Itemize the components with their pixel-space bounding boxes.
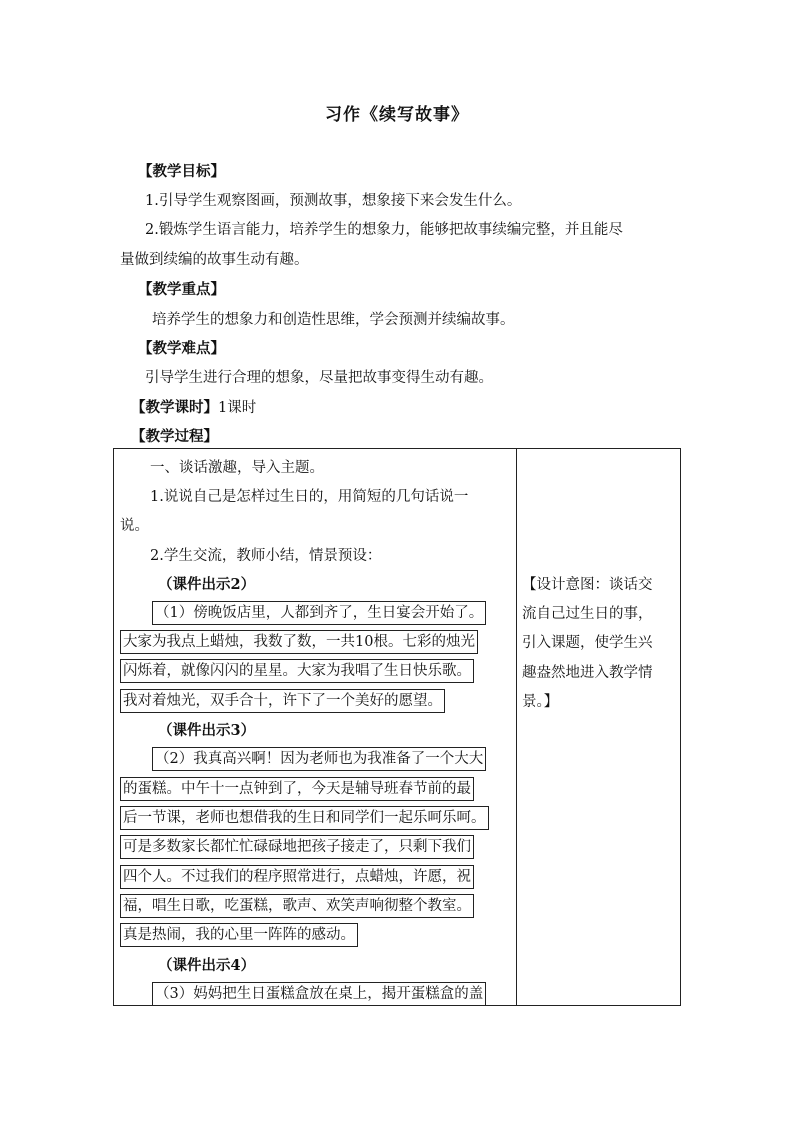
objectives-heading: 【教学目标】: [138, 163, 225, 180]
design-intent-line-4: 趣盎然地进入教学情: [522, 665, 653, 681]
step-1-item-2: 2.学生交流，教师小结，情景预设：: [150, 548, 382, 564]
slide-2-line-1: （1）傍晚饭店里，人都到齐了，生日宴会开始了。: [152, 601, 486, 625]
design-intent-line-2: 流自己过生日的事，: [522, 606, 653, 622]
slide-3-line-6: 福，唱生日歌，吃蛋糕，歌声、欢笑声响彻整个教室。: [120, 894, 474, 918]
table-column-divider: [516, 449, 517, 1005]
slide-3-line-5: 四个人。不过我们的程序照常进行，点蜡烛，许愿，祝: [120, 865, 474, 889]
process-heading: 【教学过程】: [131, 428, 218, 445]
slide-2-line-4: 我对着烛光，双手合十，许下了一个美好的愿望。: [120, 689, 445, 713]
difficulties-heading: 【教学难点】: [138, 340, 225, 357]
objective-item-1: 1.引导学生观察图画，预测故事，想象接下来会发生什么。: [145, 193, 522, 209]
class-hours-heading: 【教学课时】: [131, 399, 218, 416]
class-hours-value: 1课时: [218, 400, 257, 416]
process-table: [113, 448, 681, 1006]
step-1-text: 一、谈话激趣，导入主题。: [150, 460, 324, 476]
slide-3-line-3: 后一节课，老师也想借我的生日和同学们一起乐呵乐呵。: [120, 806, 489, 830]
slide-2-line-3: 闪烁着，就像闪闪的星星。大家为我唱了生日快乐歌。: [120, 659, 474, 683]
slide-3-line-7: 真是热闹，我的心里一阵阵的感动。: [120, 923, 358, 947]
objective-item-2-line-2: 量做到续编的故事生动有趣。: [120, 252, 309, 268]
step-1-item-1-line-2: 说。: [120, 518, 149, 534]
design-intent-line-1: 【设计意图：谈话交: [522, 577, 653, 593]
design-intent-line-5: 景。】: [522, 694, 559, 710]
slide-3-line-4: 可是多数家长都忙忙碌碌地把孩子接走了，只剩下我们: [120, 835, 474, 859]
slide-3-line-2: 的蛋糕。中午十一点钟到了，今天是辅导班春节前的最: [120, 777, 474, 801]
slide-4-label: （课件出示4）: [158, 957, 256, 974]
key-points-text: 培养学生的想象力和创造性思维，学会预测并续编故事。: [152, 312, 515, 328]
document-title: 习作《续写故事》: [325, 105, 469, 125]
design-intent-line-3: 引入课题，使学生兴: [522, 635, 653, 651]
class-hours-row: [131, 398, 256, 418]
slide-4-line-1: （3）妈妈把生日蛋糕盒放在桌上，揭开蛋糕盒的盖: [152, 982, 486, 1006]
objective-item-2-line-1: 2.锻炼学生语言能力，培养学生的想象力，能够把故事续编完整，并且能尽: [145, 222, 623, 238]
slide-2-line-2: 大家为我点上蜡烛，我数了数，一共10根。七彩的烛光: [120, 630, 478, 654]
difficulties-text: 引导学生进行合理的想象，尽量把故事变得生动有趣。: [145, 370, 493, 386]
slide-2-label: （课件出示2）: [158, 576, 256, 593]
key-points-heading: 【教学重点】: [138, 281, 225, 298]
slide-3-line-1: （2）我真高兴啊！因为老师也为我准备了一个大大: [152, 747, 486, 771]
step-1-item-1-line-1: 1.说说自己是怎样过生日的，用简短的几句话说一: [150, 489, 469, 505]
slide-3-label: （课件出示3）: [158, 722, 256, 739]
